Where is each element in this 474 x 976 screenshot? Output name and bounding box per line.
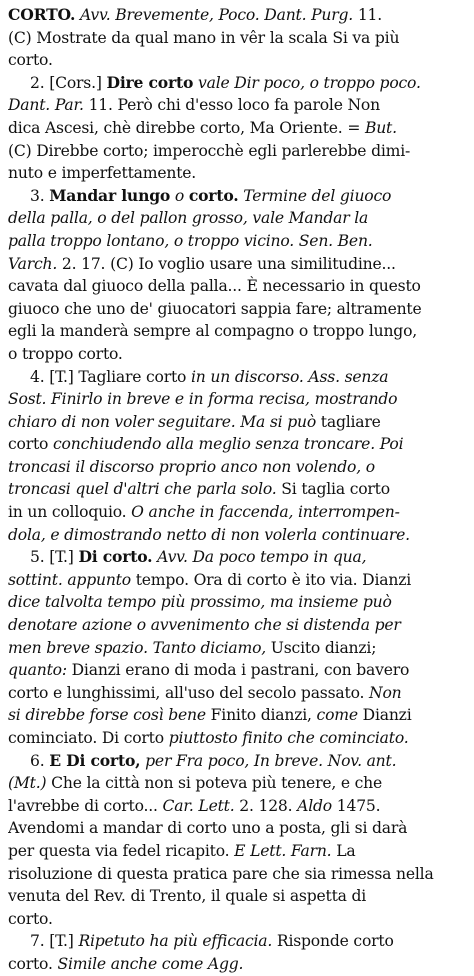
text-run: (C) Mostrate da qual mano in vêr la scala Si va più xyxy=(8,28,400,47)
italic-text: come xyxy=(316,706,358,725)
bold-phrase: Dire corto xyxy=(106,72,194,92)
italic-text: dola, e dimostrando netto di non volerla continuare. xyxy=(8,525,410,544)
text-run: tempo. Ora di corto è ito via. Dianzi xyxy=(130,570,412,589)
bold-phrase: corto. xyxy=(188,185,239,205)
text-run: 11. Però chi d'esso loco fa parole Non xyxy=(83,96,380,115)
text-line xyxy=(8,750,466,773)
italic-text: della palla, o del pallon grosso, vale Mandar la xyxy=(8,209,369,228)
italic-text: quanto: xyxy=(8,661,67,680)
text-line xyxy=(8,388,466,411)
italic-text: Non xyxy=(369,683,402,702)
text-line xyxy=(8,953,466,976)
text-run: corto xyxy=(8,435,53,454)
italic-text: men breve spazio. Tanto diciamo, xyxy=(8,638,267,657)
italic-text: Car. Lett. xyxy=(162,796,235,815)
text-run: tagliare xyxy=(316,412,381,431)
italic-text: vale Dir poco, o troppo poco. xyxy=(193,73,421,92)
italic-text: Avv. Da poco tempo in qua, xyxy=(152,548,367,567)
text-line xyxy=(8,366,466,389)
text-run: 2. 17. (C) Io voglio usare una similitudine... xyxy=(57,254,396,273)
text-run: corto. xyxy=(8,909,53,928)
italic-text: O anche in faccenda, interrompen- xyxy=(131,503,400,522)
italic-text: Varch. xyxy=(8,254,58,273)
text-run: 6. xyxy=(30,751,50,770)
text-run: corto. xyxy=(8,51,53,70)
text-line xyxy=(8,501,466,524)
italic-text: troncasi il discorso proprio anco non volendo, o xyxy=(8,457,375,476)
text-run: nuto e imperfettamente. xyxy=(8,164,197,183)
text-run: corto e lunghissimi, all'uso del secolo passato. xyxy=(8,683,370,702)
italic-text: Termine del giuoco xyxy=(238,186,392,205)
text-run: 4. [T.] Tagliare corto xyxy=(30,367,191,386)
text-line xyxy=(8,863,466,886)
italic-text: Avv. Brevemente, Poco. Dant. Purg. xyxy=(75,6,354,24)
text-line xyxy=(8,456,466,479)
text-line xyxy=(8,117,466,140)
italic-text: per Fra poco, In breve. Nov. ant. xyxy=(140,751,397,770)
text-line xyxy=(8,478,466,501)
text-run: Avendomi a mandar di corto uno a posta, gli si darà xyxy=(8,819,408,838)
text-run: 1475. xyxy=(332,796,381,815)
text-run: Finito dianzi, xyxy=(205,706,317,725)
text-line xyxy=(8,343,466,366)
text-run: Risponde corto xyxy=(272,932,394,951)
italic-text: dice talvolta tempo più prossimo, ma insieme può xyxy=(8,593,392,612)
italic-text: si direbbe forse così bene xyxy=(8,706,206,725)
text-line xyxy=(8,908,466,931)
text-line xyxy=(8,614,466,637)
italic-text: E Lett. Farn. xyxy=(234,841,332,860)
text-line xyxy=(8,433,466,456)
text-run: Che la città non si poteva più tenere, e che xyxy=(46,774,383,793)
italic-text: sottint. appunto xyxy=(8,570,131,589)
text-line xyxy=(8,298,466,321)
text-line xyxy=(8,411,466,434)
text-line xyxy=(8,162,466,185)
italic-text: piuttosto finito che cominciato. xyxy=(168,729,409,747)
text-run: per questa via fedel ricapito. xyxy=(8,841,235,860)
text-line xyxy=(8,659,466,682)
text-line xyxy=(8,94,466,117)
text-line xyxy=(8,930,466,953)
text-line xyxy=(8,569,466,592)
text-run: l'avrebbe di corto... xyxy=(8,796,163,815)
bold-phrase: Mandar lungo xyxy=(49,185,171,205)
text-line xyxy=(8,230,466,253)
text-line xyxy=(8,817,466,840)
text-run: in un colloquio. xyxy=(8,503,132,522)
text-run: corto. xyxy=(8,954,58,973)
italic-text: in un discorso. Ass. senza xyxy=(191,367,389,386)
text-line xyxy=(8,275,466,298)
text-run: risoluzione di questa pratica pare che sia rimessa nella xyxy=(8,864,434,883)
italic-text: Sost. Finirlo in breve e in forma recisa, mostrando xyxy=(8,390,398,409)
text-run: o troppo corto. xyxy=(8,344,123,363)
italic-text: But. xyxy=(364,118,397,137)
text-line xyxy=(8,704,466,727)
italic-text: Simile anche come Agg. xyxy=(57,954,244,973)
text-run: Dianzi xyxy=(357,706,412,725)
text-line xyxy=(8,727,466,750)
text-line xyxy=(8,140,466,163)
italic-text: Aldo xyxy=(297,796,332,815)
text-line xyxy=(8,885,466,908)
text-line xyxy=(8,591,466,614)
text-line xyxy=(8,524,466,547)
text-run: 3. xyxy=(30,186,50,205)
text-run: Uscito dianzi; xyxy=(266,638,377,657)
text-run: 2. 128. xyxy=(234,796,298,815)
italic-text: (Mt.) xyxy=(8,774,47,793)
text-run: 5. [T.] xyxy=(30,548,79,567)
text-line xyxy=(8,795,466,818)
text-line xyxy=(8,72,466,95)
italic-text: Dant. Par. xyxy=(8,96,84,115)
text-line xyxy=(8,253,466,276)
text-line xyxy=(8,320,466,343)
text-run: cominciato. Di corto xyxy=(8,729,169,747)
text-line xyxy=(8,682,466,705)
italic-text: troncasi quel d'altri che parla solo. xyxy=(8,480,277,499)
text-line xyxy=(8,49,466,72)
italic-text: conchiudendo alla meglio senza troncare. Poi xyxy=(53,435,404,454)
text-line xyxy=(8,637,466,660)
italic-text: palla troppo lontano, o troppo vicino. Sen. Ben. xyxy=(8,231,373,250)
text-run: venuta del Rev. di Trento, il quale si aspetta di xyxy=(8,887,367,906)
text-line xyxy=(8,772,466,795)
text-run: 11. xyxy=(353,6,383,24)
bold-phrase: Di corto. xyxy=(78,547,153,567)
italic-text: Ripetuto ha più efficacia. xyxy=(78,932,273,951)
italic-text: o xyxy=(170,186,189,205)
text-run: 7. [T.] xyxy=(30,932,79,951)
italic-text: denotare azione o avvenimento che si distenda per xyxy=(8,616,401,635)
text-run: Si taglia corto xyxy=(276,480,390,499)
text-run: dica Ascesi, chè direbbe corto, Ma Oriente. = xyxy=(8,118,365,137)
text-line xyxy=(8,27,466,50)
text-line xyxy=(8,840,466,863)
italic-text: chiaro di non voler seguitare. Ma si può xyxy=(8,412,317,431)
text-run: (C) Direbbe corto; imperocchè egli parlerebbe dimi- xyxy=(8,141,411,160)
text-run: giuoco che uno de' giuocatori sappia fare; altramente xyxy=(8,299,422,318)
dictionary-entry-corto xyxy=(8,4,466,976)
text-run: cavata dal giuoco della palla... È necessario in questo xyxy=(8,277,421,296)
text-run: egli la manderà sempre al compagno o troppo lungo, xyxy=(8,322,418,341)
bold-phrase: E Di corto, xyxy=(49,750,141,770)
text-run: La xyxy=(331,841,356,860)
text-line xyxy=(8,207,466,230)
text-line xyxy=(8,4,466,27)
headword: CORTO. xyxy=(8,5,76,24)
text-run: Dianzi erano di moda i pastrani, con bavero xyxy=(66,661,410,680)
text-line xyxy=(8,546,466,569)
text-run: 2. [Cors.] xyxy=(30,73,107,92)
text-line xyxy=(8,185,466,208)
